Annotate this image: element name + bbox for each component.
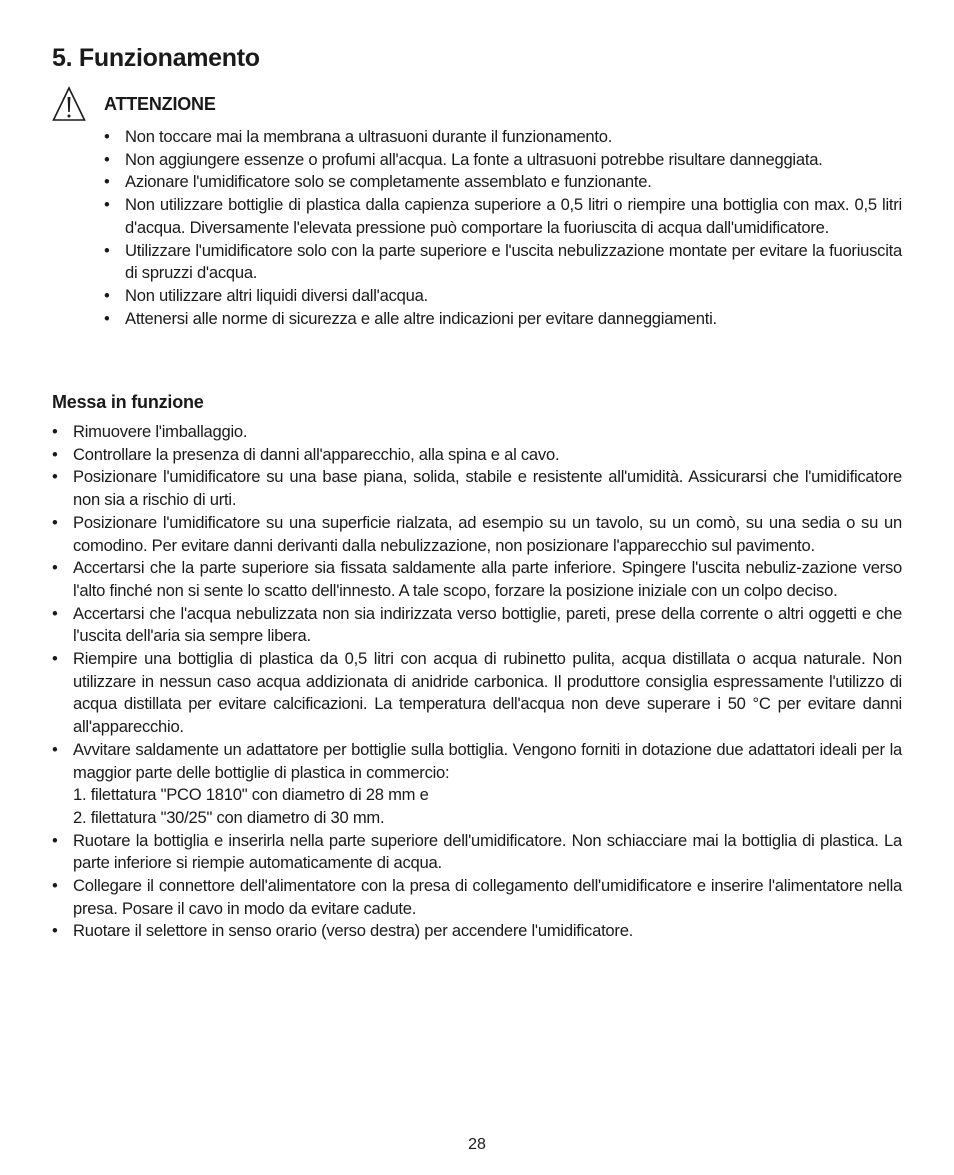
list-item	[104, 240, 902, 285]
list-item-text: Posizionare l'umidificatore su una base piana, solida, stabile e resistente all'umidità. Assicurarsi che l'umidificatore non sia a rischio di urti.	[73, 467, 902, 510]
bullet-icon: •	[104, 240, 110, 260]
list-item-text: Accertarsi che l'acqua nebulizzata non sia indirizzata verso bottiglie, pareti, prese della corrente o altri oggetti e che l'uscita dell'aria sia sempre libera.	[73, 603, 902, 646]
section-heading: Messa in funzione	[52, 392, 204, 412]
list-item-text: Non toccare mai la membrana a ultrasuoni durante il funzionamento.	[125, 127, 613, 146]
list-item-text: Ruotare il selettore in senso orario (verso destra) per accendere l'umidificatore.	[73, 921, 634, 941]
list-item	[52, 421, 902, 444]
bullet-icon: •	[52, 830, 58, 850]
list-item-text: Riempire una bottiglia di plastica da 0,5 litri con acqua di rubinetto pulita, acqua distillata o acqua naturale. Non utilizzare in nessun caso acqua addizionata di anidride carbonica. Il produttore consiglia espressamente l'utilizzo di acqua distillata per evitare calcificazioni. La temperatura dell'acqua non deve superare i 50 °C per evitare danni all'apparecchio.	[73, 649, 902, 737]
bullet-icon: •	[52, 558, 58, 578]
list-item-text: Attenersi alle norme di sicurezza e alle altre indicazioni per evitare danneggiamenti.	[125, 308, 717, 328]
list-item	[52, 466, 902, 511]
warning-list	[104, 126, 902, 330]
list-item-text: Ruotare la bottiglia e inserirla nella parte superiore dell'umidificatore. Non schiacciare mai la bottiglia di plastica. La parte inferiore si riempie automaticamente di acqua.	[73, 830, 902, 873]
bullet-icon: •	[104, 285, 110, 305]
list-item	[52, 648, 902, 739]
list-item	[52, 557, 902, 602]
list-item-text: Non aggiungere essenze o profumi all'acqua. La fonte a ultrasuoni potrebbe risultare danneggiata.	[125, 149, 823, 169]
page-number: 28	[468, 1136, 486, 1153]
list-item-text: Non utilizzare bottiglie di plastica dalla capienza superiore a 0,5 litri o riempire una bottiglia con max. 0,5 litri d'acqua. Diversamente l'elevata pressione può comportare la fuoriuscita di acqua dall'umidificatore.	[125, 195, 902, 237]
list-item-text: Utilizzare l'umidificatore solo con la parte superiore e l'uscita nebulizzazione montate per evitare la fuoriuscita di spruzzi d'acqua.	[125, 240, 902, 283]
bullet-icon: •	[104, 172, 110, 192]
bullet-icon: •	[104, 195, 110, 215]
bullet-icon: •	[52, 739, 58, 759]
bullet-icon: •	[104, 149, 110, 169]
list-item	[104, 308, 902, 331]
setup-list	[52, 421, 902, 943]
list-item-text: Azionare l'umidificatore solo se completamente assemblato e funzionante.	[125, 172, 652, 192]
list-item	[52, 920, 902, 943]
bullet-icon: •	[104, 127, 110, 146]
list-item-text: Controllare la presenza di danni all'apparecchio, alla spina e al cavo.	[73, 444, 560, 464]
bullet-icon: •	[52, 876, 58, 896]
bullet-icon: •	[52, 512, 58, 532]
list-item-text: Rimuovere l'imballaggio.	[73, 422, 248, 441]
list-item	[52, 603, 902, 648]
list-item-text: Avvitare saldamente un adattatore per bottiglie sulla bottiglia. Vengono forniti in dotazione due adattatori ideali per la maggior parte delle bottiglie di plastica in commercio:	[73, 739, 902, 782]
bullet-icon: •	[52, 649, 58, 669]
warning-heading: ATTENZIONE	[104, 94, 216, 114]
list-item	[104, 194, 902, 239]
warning-triangle-icon	[52, 86, 86, 122]
list-item	[52, 739, 902, 830]
list-item	[104, 171, 902, 194]
bullet-icon: •	[104, 308, 110, 328]
bullet-icon: •	[52, 444, 58, 464]
list-item-text: Non utilizzare altri liquidi diversi dall'acqua.	[125, 285, 428, 305]
list-item	[52, 512, 902, 557]
list-item-text: Accertarsi che la parte superiore sia fissata saldamente alla parte inferiore. Spingere l'uscita nebuliz-zazione verso l'alto finché non si sente lo scatto dell'innesto. A tale scopo, forzare la posizione iniziale con un colpo deciso.	[73, 558, 902, 600]
adapter-option: 2. filettatura "30/25" con diametro di 30 mm.	[73, 807, 385, 827]
adapter-option: 1. filettatura "PCO 1810" con diametro di 28 mm e	[73, 785, 429, 805]
page-title: 5. Funzionamento	[52, 44, 260, 72]
list-item	[104, 126, 902, 149]
bullet-icon: •	[52, 422, 58, 441]
list-item-text: Collegare il connettore dell'alimentatore con la presa di collegamento dell'umidificatore e inserire l'alimentatore nella presa. Posare il cavo in modo da evitare cadute.	[73, 876, 902, 918]
list-item	[104, 285, 902, 308]
list-item-text: Posizionare l'umidificatore su una superficie rialzata, ad esempio su un tavolo, su un comò, su una sedia o su un comodino. Per evitare danni derivanti dalla nebulizzazione, non posizionare l'apparecchio sul pavimento.	[73, 512, 902, 555]
bullet-icon: •	[52, 603, 58, 623]
list-item	[104, 149, 902, 172]
bullet-icon: •	[52, 467, 58, 487]
list-item	[52, 875, 902, 920]
list-item	[52, 444, 902, 467]
list-item	[52, 830, 902, 875]
bullet-icon: •	[52, 921, 58, 941]
